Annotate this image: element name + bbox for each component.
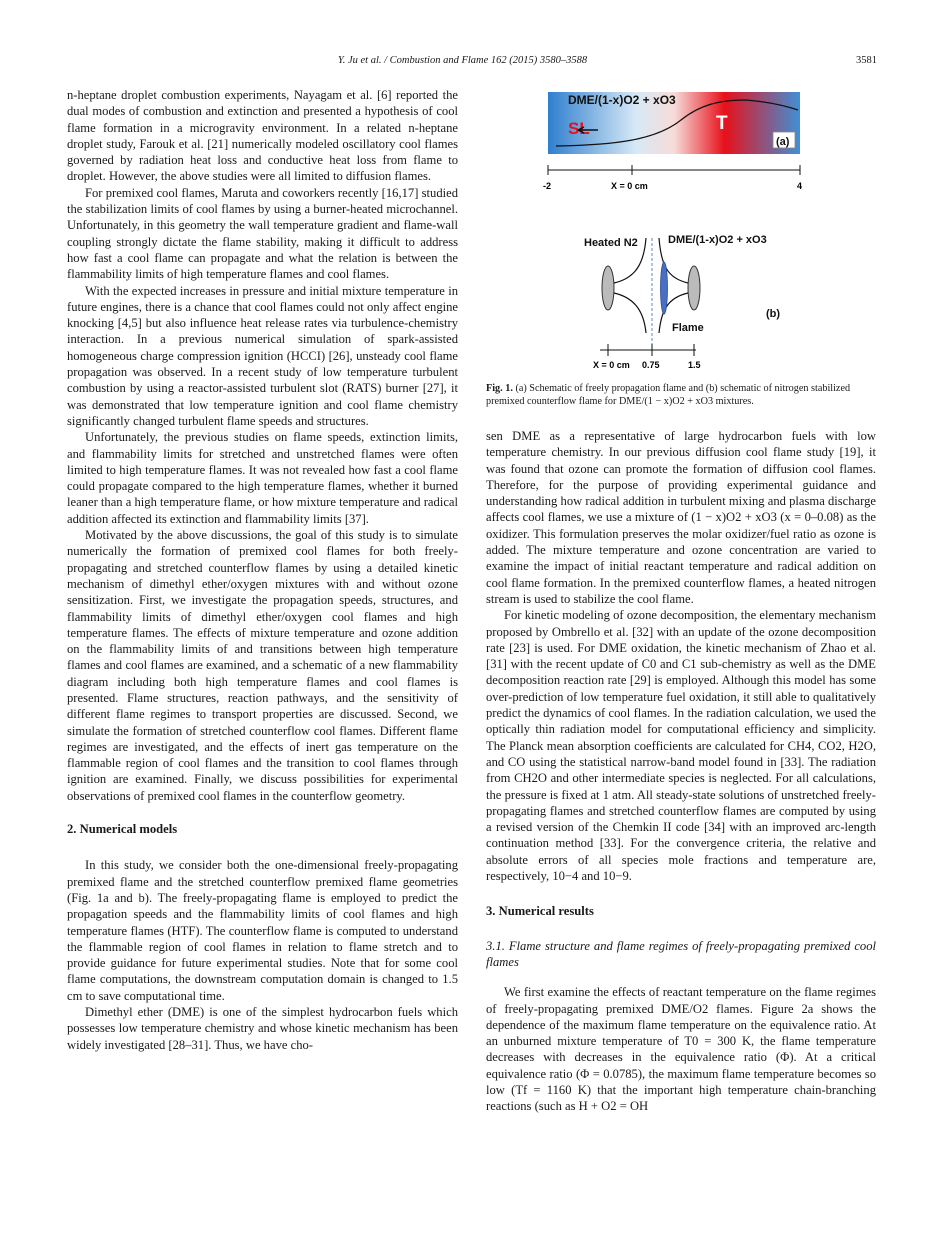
flow-streamline <box>614 293 646 333</box>
axis-tick-label: 1.5 <box>688 360 701 370</box>
right-column <box>486 428 876 1115</box>
page-number: 3581 <box>856 55 877 66</box>
caption-label: Fig. 1. <box>486 383 513 394</box>
panel-a-mixture-label: DME/(1-x)O2 + xO3 <box>568 93 676 107</box>
axis-tick-label: X = 0 cm <box>593 360 630 370</box>
axis-tick-label: 0.75 <box>642 360 660 370</box>
left-column <box>67 87 458 1053</box>
subsection-heading: 3.1. Flame structure and flame regimes of freely-propagating premixed cool flames <box>486 938 876 969</box>
panel-b-label: (b) <box>766 308 781 320</box>
paragraph: We first examine the effects of reactant temperature on the flame regimes of freely-propagating premixed DME/O2 flames. Figure 2a shows the dependence of the maximum flame temperature on the equivalence ratio. At an unburned mixture temperature of T0 = 300 K, the flame temperature decreases with decreases in the equivalence ratio (Φ). At a critical equivalence ratio (Φ = 0.0785), the maximum flame temperature becomes so low (Tf = 1160 K) that the important high temperature chain-branching reactions (such as H + O2 = OH <box>486 985 876 1114</box>
flame-label: Flame <box>672 322 704 334</box>
paragraph: Motivated by the above discussions, the goal of this study is to simulate numerically the formation of premixed cool flames for both freely-propagating and stretched counterflow flames by using a detailed kinetic mechanism of dimethyl ether/oxygen mixtures with and without ozone sensitization. First, we investigate the propagation speeds, structures, and flammability limits of dimethyl ether/oxygen cool flames and high temperature flames. The effects of mixture temperature and ozone addition on the flammability limits of and transitions between high temperature flames and cool flames are examined, and a schematic of a new flammability diagram including both high temperature flames and cool flames is presented. Flame structures, reaction pathways, and the sensitivity of different flame regimes to transport properties are discussed. Second, we simulate the formation of stretched counterflow cool flames. Different flame regimes are investigated, and the effects of inert gas temperature on the flammable region of cool flames and the transition to cool flames through ignition are examined. Finally, we discuss possibilities for experimental observations of premixed cool flames in the counterflow geometry. <box>67 528 458 803</box>
paragraph: sen DME as a representative of large hydrocarbon fuels with low temperature chemistry. In our previous diffusion cool flame study [19], it was found that ozone can promote the formation of diffusion cool flames. Therefore, for the purpose of providing experimental guidance and understanding how radical addition in turbulent mixing and plasma discharge affects cool flames, we use a mixture of (1 − x)O2 + xO3 (x = 0–0.08) as the oxidizer. This formulation preserves the molar oxidizer/fuel ratio as ozone is added. The mixture temperature and ozone concentration are varied to examine the impact of initial reactant temperature and radical addition on cool flame formation. In the premixed counterflow flames, a heated nitrogen stream is used to stabilize the cool flame. <box>486 429 876 606</box>
flame-speed-label: SL <box>568 119 590 138</box>
paragraph: n-heptane droplet combustion experiments, Nayagam et al. [6] reported the dual modes of combustion and extinction and presented a hypothesis of cool flame formation in a microgravity environment. In a related n-heptane droplet study, Farouk et al. [21] numerically modeled oscillatory cool flames governed by radiation heat loss and conductive heat loss from flame to droplet. However, the above studies were all limited to diffusion flames. <box>67 88 458 184</box>
section-heading: 2. Numerical models <box>67 822 178 837</box>
left-nozzle <box>602 266 614 310</box>
caption-text: (a) Schematic of freely propagation flame and (b) schematic of nitrogen stabilized premixed counterflow flame for DME/(1 − x)O2 + xO3 mixtures. <box>486 383 851 407</box>
paragraph: For kinetic modeling of ozone decomposition, the elementary mechanism proposed by Ombrello et al. [32] with an update of the ozone decomposition rate [23] is used. For DME oxidation, the kinetic mechanism of Zhao et al. [31] with the recent update of C0 and C1 sub-chemistry as well as the DME decomposition reaction rate [29] is employed. Although this model has some over-prediction of low temperature fuel oxidation, it still able to qualitatively predict the dynamics of cool flames. In the radiation calculation, we used the optically thin radiation model for computational efficiency and simplicity. The Planck mean absorption coefficients are calculated for CH4, CO2, H2O, and CO using the statistical narrow-band model found in [33]. The radiation from CH2O and other intermediate species is neglected. For all calculations, the pressure is fixed at 1 atm. All steady-state solutions of unstretched freely-propagating flames and stretched counterflow flames are computed by using a revised version of the Chemkin II code [34] with an improved arc-length continuation method [33]. For the convergence criteria, the relative and absolute errors of all species mole fractions and temperature are, respectively, 10−4 and 10−9. <box>486 608 876 884</box>
paragraph: Unfortunately, the previous studies on flame speeds, extinction limits, and flammability limits for stretched and unstretched flames were often limited to high temperature flames. It was not revealed how fast a cool flame could propagate compared to the high temperature flames, whether it burned leaner than a high temperature flame, or how mixture temperature and radical addition affected its extinction and flammability limits [37]. <box>67 430 458 526</box>
paragraph: In this study, we consider both the one-dimensional freely-propagating premixed flame and the stretched counterflow premixed flame geometries (Fig. 1a and b). The freely-propagating flame is employed to predict the propagation speeds and the flammability limits of cool flames and high temperature flames (HTF). The counterflow flame is computed to understand the flammable region of cool flames in relation to flame stretch and to provide guidance for future experimental studies. Note that for some cool flame computations, the downstream computation domain is changed to 1.5 cm to save computational time. <box>67 858 458 1003</box>
section-heading: 3. Numerical results <box>486 904 594 919</box>
figure-1-graphic <box>486 88 876 378</box>
figure-1 <box>486 88 876 406</box>
journal-citation: Y. Ju et al. / Combustion and Flame 162 (2015) 3580–3588 <box>337 55 588 66</box>
right-nozzle <box>688 266 700 310</box>
panel-a-label: (a) <box>776 136 790 148</box>
paragraph: For premixed cool flames, Maruta and coworkers recently [16,17] studied the stabilization limits of cool flames by using a burner-heated microchannel. Unfortunately, in this geometry the wall temperature gradient and flame-wall coupling strongly dictate the flame stability, making it difficult to address how fast a cool flame can propagate and what the relation is between the flammability limits of high temperature flames and cool flames. <box>67 185 458 282</box>
axis-tick-label: -2 <box>543 181 552 191</box>
axis-tick-label: 4 <box>797 181 803 191</box>
paragraph: Dimethyl ether (DME) is one of the simplest hydrocarbon fuels which possesses low temperature chemistry and whose kinetic mechanism has been widely investigated [28–31]. Thus, we have cho- <box>67 1005 458 1052</box>
paragraph: With the expected increases in pressure and initial mixture temperature in future engines, there is a chance that cool flames could not only affect engine knocking [4,5] but also influence heat release rates via turbulence-chemistry interaction. In a previous numerical simulation of spark-assisted homogeneous charge compression ignition (HCCI) [26], unsteady cool flame propagation was observed. In a recent study of low temperature turbulent combustion by using a reactor-assisted turbulent slot (RATS) burner [27], it was demonstrated that low temperature ignition and cool flame chemistry significantly changed turbulent flame speeds and structures. <box>67 283 458 428</box>
panel-b-mixture-label: DME/(1-x)O2 + xO3 <box>668 234 767 246</box>
figure-caption <box>486 382 876 408</box>
axis-tick-label: X = 0 cm <box>611 181 648 191</box>
temperature-label: T <box>716 113 728 134</box>
heated-nitrogen-label: Heated N2 <box>584 237 638 249</box>
cool-flame-sheet <box>661 262 668 314</box>
